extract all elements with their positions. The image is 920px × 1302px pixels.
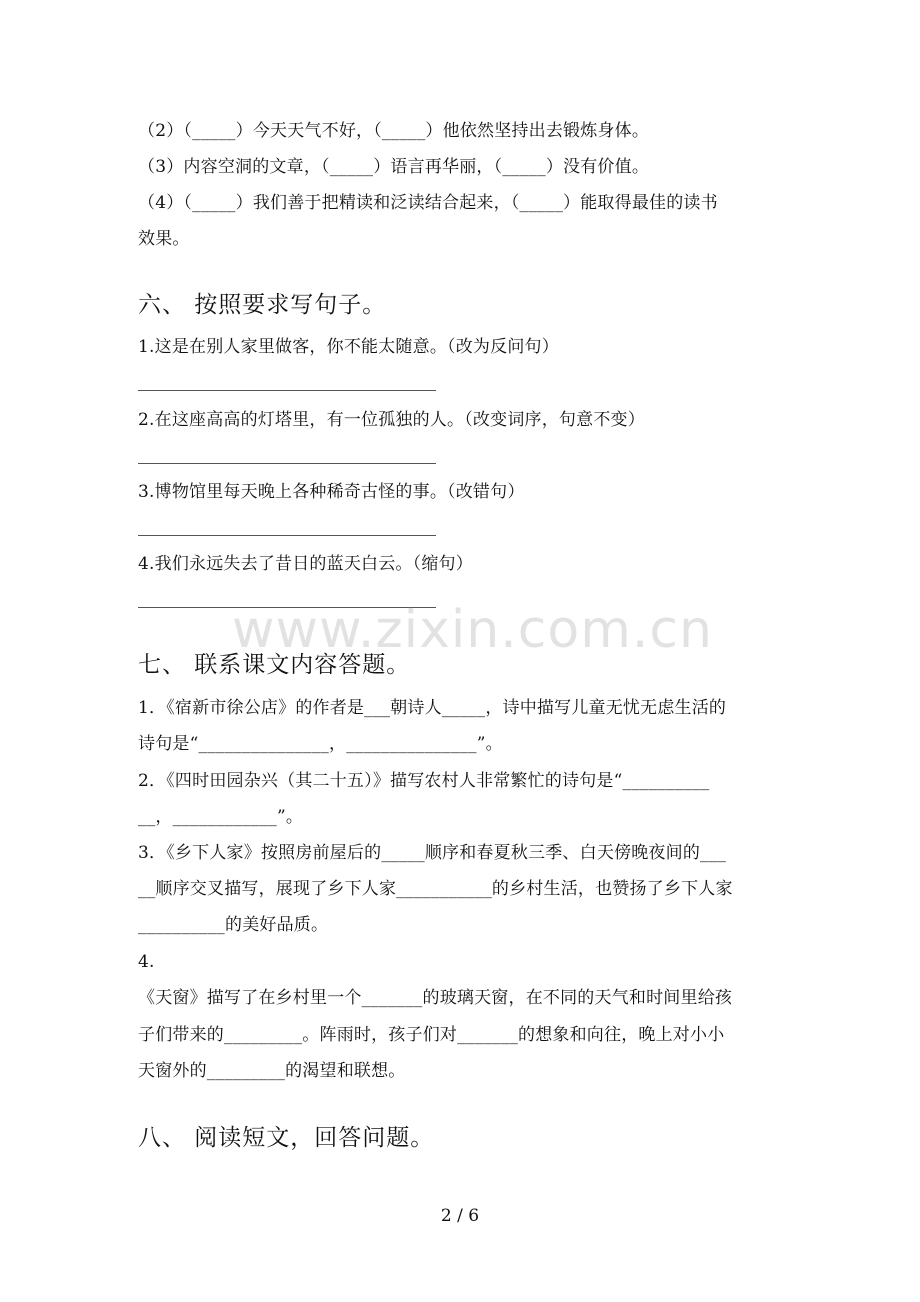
exercise-line: 4.	[138, 952, 155, 972]
question-text: 4.我们永远失去了昔日的蓝天白云。（缩句）	[138, 554, 473, 574]
answer-line[interactable]	[138, 463, 436, 464]
section-heading-eight: 八、 阅读短文，回答问题。	[138, 1125, 435, 1151]
watermark: www.zixin.com.cn	[232, 600, 713, 660]
question-text: 1.这是在别人家里做客，你不能太随意。（改为反问句）	[138, 337, 559, 357]
exercise-line: （2）（_____）今天天气不好，（_____）他依然坚持出去锻炼身体。	[138, 121, 650, 141]
exercise-line: 《天窗》描写了在乡村里一个_______的玻璃天窗，在不同的天气和时间里给孩	[138, 988, 733, 1008]
answer-line[interactable]	[138, 535, 436, 536]
exercise-line: （4）（_____）我们善于把精读和泛读结合起来，（_____）能取得最佳的读书	[138, 193, 718, 213]
question-text: 3.博物馆里每天晚上各种稀奇古怪的事。（改错句）	[138, 482, 525, 502]
exercise-line: 诗句是“_______________，_______________”。	[138, 734, 503, 754]
section-heading-seven: 七、 联系课文内容答题。	[138, 652, 411, 678]
exercise-line: 2．《四时田园杂兴（其二十五）》描写农村人非常繁忙的诗句是“__________	[138, 771, 710, 791]
exercise-line: 效果。	[138, 229, 190, 249]
section-heading-six: 六、 按照要求写句子。	[138, 292, 387, 318]
exercise-line: 1．《宿新市徐公店》的作者是___朝诗人_____，诗中描写儿童无忧无虑生活的	[138, 698, 727, 718]
answer-line[interactable]	[138, 390, 436, 391]
page-number: 2 / 6	[440, 1206, 480, 1226]
question-text: 2.在这座高高的灯塔里，有一位孤独的人。（改变词序，句意不变）	[138, 410, 645, 430]
exercise-line: 天窗外的_________的渴望和联想。	[138, 1061, 406, 1081]
exercise-line: __，____________”。	[138, 807, 304, 827]
exercise-line: __________的美好品质。	[138, 915, 329, 935]
exercise-line: 3．《乡下人家》按照房前屋后的_____顺序和春夏秋三季、白天傍晚夜间的___	[138, 843, 727, 863]
exercise-line: （3）内容空洞的文章，（_____）语言再华丽，（_____）没有价值。	[138, 157, 650, 177]
exercise-line: __顺序交叉描写，展现了乡下人家___________的乡村生活，也赞扬了乡下人家	[138, 879, 733, 899]
exercise-line: 子们带来的_________。阵雨时，孩子们对_______的想象和向往，晚上对小小	[138, 1025, 725, 1045]
